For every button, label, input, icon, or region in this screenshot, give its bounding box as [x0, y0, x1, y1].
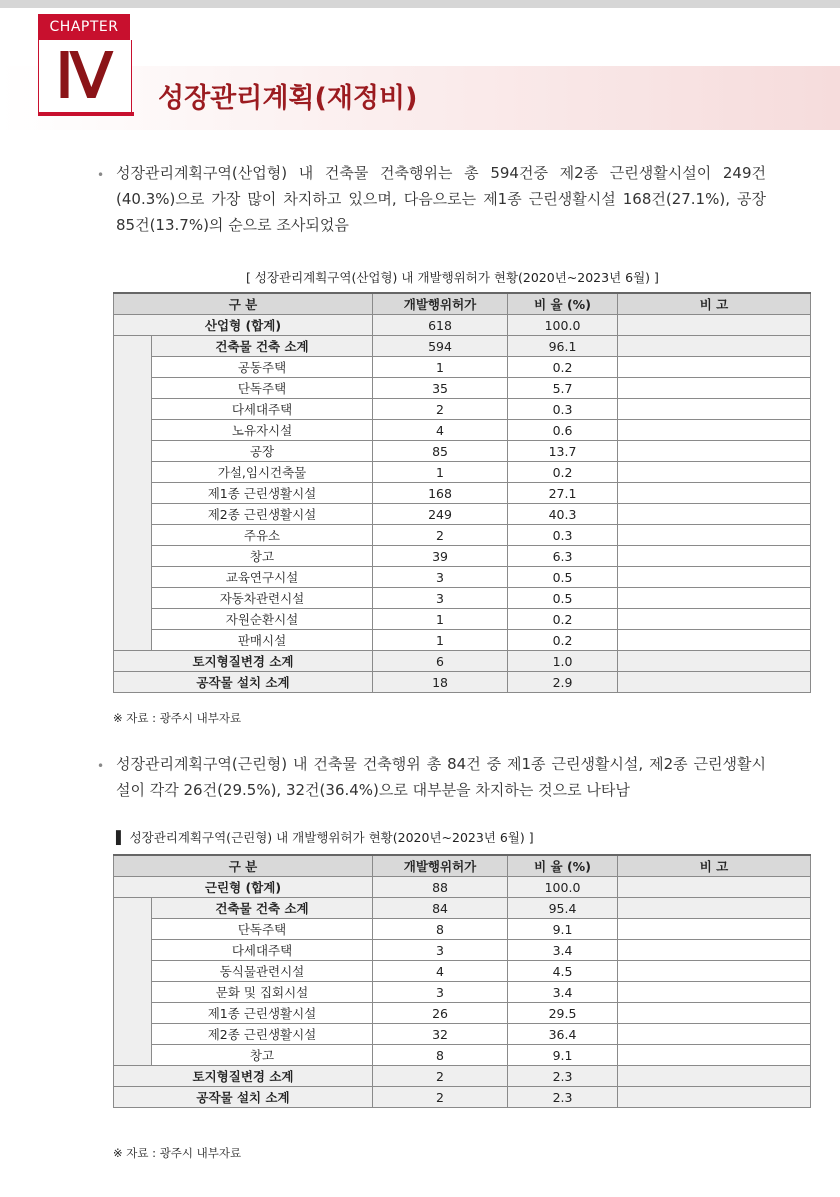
row-ratio: 100.0: [508, 877, 618, 898]
row-label: 토지형질변경 소계: [114, 651, 373, 672]
row-count: 6: [373, 651, 508, 672]
row-count: 3: [373, 588, 508, 609]
section2-paragraph: 성장관리계획구역(근린형) 내 건축물 건축행위 총 84건 중 제1종 근린생활시설, 제2종 근린생활시설이 각각 26건(29.5%), 32건(36.4%)으로 대부분을 차지하는 것으로 나타남: [116, 755, 766, 799]
table2: [113, 854, 811, 1108]
row-label: 동식물관련시설: [152, 961, 373, 982]
table-row: [114, 462, 811, 483]
row-note: [618, 1066, 811, 1087]
table-row: [114, 441, 811, 462]
row-label: 문화 및 집회시설: [152, 982, 373, 1003]
row-ratio: 0.5: [508, 567, 618, 588]
row-note: [618, 630, 811, 651]
table-row-structure: [114, 672, 811, 693]
row-ratio: 36.4: [508, 1024, 618, 1045]
row-ratio: 2.3: [508, 1066, 618, 1087]
row-note: [618, 441, 811, 462]
row-label: 노유자시설: [152, 420, 373, 441]
table-row: [114, 940, 811, 961]
row-note: [618, 609, 811, 630]
row-ratio: 0.2: [508, 609, 618, 630]
row-ratio: 1.0: [508, 651, 618, 672]
row-note: [618, 588, 811, 609]
table-row: [114, 399, 811, 420]
row-count: 1: [373, 630, 508, 651]
table-row: [114, 483, 811, 504]
row-label: 가설,임시건축물: [152, 462, 373, 483]
row-count: 2: [373, 1087, 508, 1108]
row-note: [618, 982, 811, 1003]
row-count: 26: [373, 1003, 508, 1024]
row-count: 249: [373, 504, 508, 525]
table-row-subtotal: [114, 336, 811, 357]
row-ratio: 0.5: [508, 588, 618, 609]
row-count: 3: [373, 940, 508, 961]
row-label: 주유소: [152, 525, 373, 546]
row-count: 2: [373, 525, 508, 546]
row-count: 35: [373, 378, 508, 399]
table-row-total: [114, 315, 811, 336]
row-ratio: 9.1: [508, 1045, 618, 1066]
table-row-total: [114, 877, 811, 898]
row-label: 건축물 건축 소계: [152, 336, 373, 357]
table-header-row: [114, 293, 811, 315]
table-row: [114, 378, 811, 399]
row-label: 근린형 (합계): [114, 877, 373, 898]
row-count: 18: [373, 672, 508, 693]
row-label: 자원순환시설: [152, 609, 373, 630]
col-header-ratio: 비 율 (%): [508, 855, 618, 877]
row-note: [618, 898, 811, 919]
row-label: 토지형질변경 소계: [114, 1066, 373, 1087]
table-row-land: [114, 1066, 811, 1087]
col-header-ratio: 비 율 (%): [508, 293, 618, 315]
col-header-note: 비 고: [618, 293, 811, 315]
row-label: 창고: [152, 546, 373, 567]
row-ratio: 3.4: [508, 982, 618, 1003]
col-header-category: 구 분: [114, 855, 373, 877]
row-label: 공작물 설치 소계: [114, 1087, 373, 1108]
col-header-note: 비 고: [618, 855, 811, 877]
table-row: [114, 504, 811, 525]
table-row: [114, 609, 811, 630]
table-row: [114, 1003, 811, 1024]
row-label: 단독주택: [152, 919, 373, 940]
table-row-subtotal: [114, 898, 811, 919]
row-label: 제2종 근린생활시설: [152, 504, 373, 525]
row-note: [618, 336, 811, 357]
row-label: 공장: [152, 441, 373, 462]
indent-cell: [114, 898, 152, 1066]
table-row: [114, 961, 811, 982]
row-count: 4: [373, 961, 508, 982]
row-note: [618, 1024, 811, 1045]
row-count: 1: [373, 462, 508, 483]
row-note: [618, 940, 811, 961]
row-count: 3: [373, 567, 508, 588]
row-ratio: 95.4: [508, 898, 618, 919]
row-note: [618, 315, 811, 336]
chapter-number: Ⅳ: [55, 42, 113, 111]
bullet-icon: •: [97, 759, 105, 773]
row-label: 창고: [152, 1045, 373, 1066]
table-row: [114, 420, 811, 441]
row-note: [618, 1045, 811, 1066]
table-row: [114, 1045, 811, 1066]
chapter-label: CHAPTER: [38, 14, 130, 40]
row-count: 84: [373, 898, 508, 919]
row-count: 168: [373, 483, 508, 504]
row-label: 판매시설: [152, 630, 373, 651]
row-ratio: 0.6: [508, 420, 618, 441]
row-label: 공작물 설치 소계: [114, 672, 373, 693]
table1-source: ※ 자료 : 광주시 내부자료: [113, 711, 242, 725]
page-title: 성장관리계획(재정비): [158, 83, 418, 114]
row-note: [618, 1003, 811, 1024]
row-ratio: 9.1: [508, 919, 618, 940]
table2-source: ※ 자료 : 광주시 내부자료: [113, 1146, 242, 1160]
row-note: [618, 420, 811, 441]
row-note: [618, 546, 811, 567]
row-count: 39: [373, 546, 508, 567]
row-count: 3: [373, 982, 508, 1003]
row-label: 공동주택: [152, 357, 373, 378]
row-label: 제1종 근린생활시설: [152, 1003, 373, 1024]
row-count: 2: [373, 399, 508, 420]
row-note: [618, 961, 811, 982]
top-bar: [0, 0, 840, 8]
table-row: [114, 1024, 811, 1045]
row-count: 1: [373, 609, 508, 630]
row-note: [618, 357, 811, 378]
row-count: 85: [373, 441, 508, 462]
table1-caption: [ 성장관리계획구역(산업형) 내 개발행위허가 현황(2020년~2023년 6월) ]: [246, 270, 659, 285]
row-count: 88: [373, 877, 508, 898]
table1: [113, 292, 811, 693]
table-row: [114, 525, 811, 546]
row-label: 산업형 (합계): [114, 315, 373, 336]
row-label: 제1종 근린생활시설: [152, 483, 373, 504]
bullet-icon: •: [97, 168, 105, 182]
table-row: [114, 567, 811, 588]
row-ratio: 0.2: [508, 357, 618, 378]
row-ratio: 2.9: [508, 672, 618, 693]
row-ratio: 6.3: [508, 546, 618, 567]
row-label: 다세대주택: [152, 399, 373, 420]
row-label: 건축물 건축 소계: [152, 898, 373, 919]
row-note: [618, 1087, 811, 1108]
row-ratio: 27.1: [508, 483, 618, 504]
row-ratio: 2.3: [508, 1087, 618, 1108]
row-ratio: 29.5: [508, 1003, 618, 1024]
row-ratio: 0.2: [508, 462, 618, 483]
row-count: 32: [373, 1024, 508, 1045]
row-note: [618, 525, 811, 546]
row-label: 자동차관련시설: [152, 588, 373, 609]
row-note: [618, 399, 811, 420]
row-label: 교육연구시설: [152, 567, 373, 588]
row-note: [618, 672, 811, 693]
col-header-count: 개발행위허가: [373, 855, 508, 877]
row-note: [618, 919, 811, 940]
row-note: [618, 462, 811, 483]
table-row: [114, 588, 811, 609]
row-ratio: 13.7: [508, 441, 618, 462]
table-row: [114, 919, 811, 940]
table2-caption: ▌ 성장관리계획구역(근린형) 내 개발행위허가 현황(2020년~2023년 6월) ]: [116, 830, 534, 845]
row-note: [618, 877, 811, 898]
col-header-count: 개발행위허가: [373, 293, 508, 315]
row-count: 8: [373, 919, 508, 940]
row-ratio: 40.3: [508, 504, 618, 525]
col-header-category: 구 분: [114, 293, 373, 315]
table-row: [114, 982, 811, 1003]
row-count: 4: [373, 420, 508, 441]
row-ratio: 5.7: [508, 378, 618, 399]
row-count: 2: [373, 1066, 508, 1087]
row-ratio: 0.3: [508, 399, 618, 420]
row-note: [618, 504, 811, 525]
row-label: 단독주택: [152, 378, 373, 399]
chapter-underline: [38, 112, 134, 116]
row-ratio: 96.1: [508, 336, 618, 357]
row-note: [618, 378, 811, 399]
row-count: 618: [373, 315, 508, 336]
row-count: 594: [373, 336, 508, 357]
row-ratio: 100.0: [508, 315, 618, 336]
table-row-land: [114, 651, 811, 672]
table-row: [114, 630, 811, 651]
table-row: [114, 357, 811, 378]
row-count: 1: [373, 357, 508, 378]
row-note: [618, 483, 811, 504]
table-header-row: [114, 855, 811, 877]
row-ratio: 0.3: [508, 525, 618, 546]
table-row: [114, 546, 811, 567]
table-row-structure: [114, 1087, 811, 1108]
row-note: [618, 651, 811, 672]
row-ratio: 3.4: [508, 940, 618, 961]
row-label: 다세대주택: [152, 940, 373, 961]
row-count: 8: [373, 1045, 508, 1066]
indent-cell: [114, 336, 152, 651]
row-ratio: 4.5: [508, 961, 618, 982]
row-note: [618, 567, 811, 588]
section1-paragraph: 성장관리계획구역(산업형) 내 건축물 건축행위는 총 594건중 제2종 근린생활시설이 249건(40.3%)으로 가장 많이 차지하고 있으며, 다음으로는 제1종 근린생활시설 168건(27.1%), 공장 85건(13.7%)의 순으로 조사되었음: [116, 164, 766, 234]
row-ratio: 0.2: [508, 630, 618, 651]
row-label: 제2종 근린생활시설: [152, 1024, 373, 1045]
